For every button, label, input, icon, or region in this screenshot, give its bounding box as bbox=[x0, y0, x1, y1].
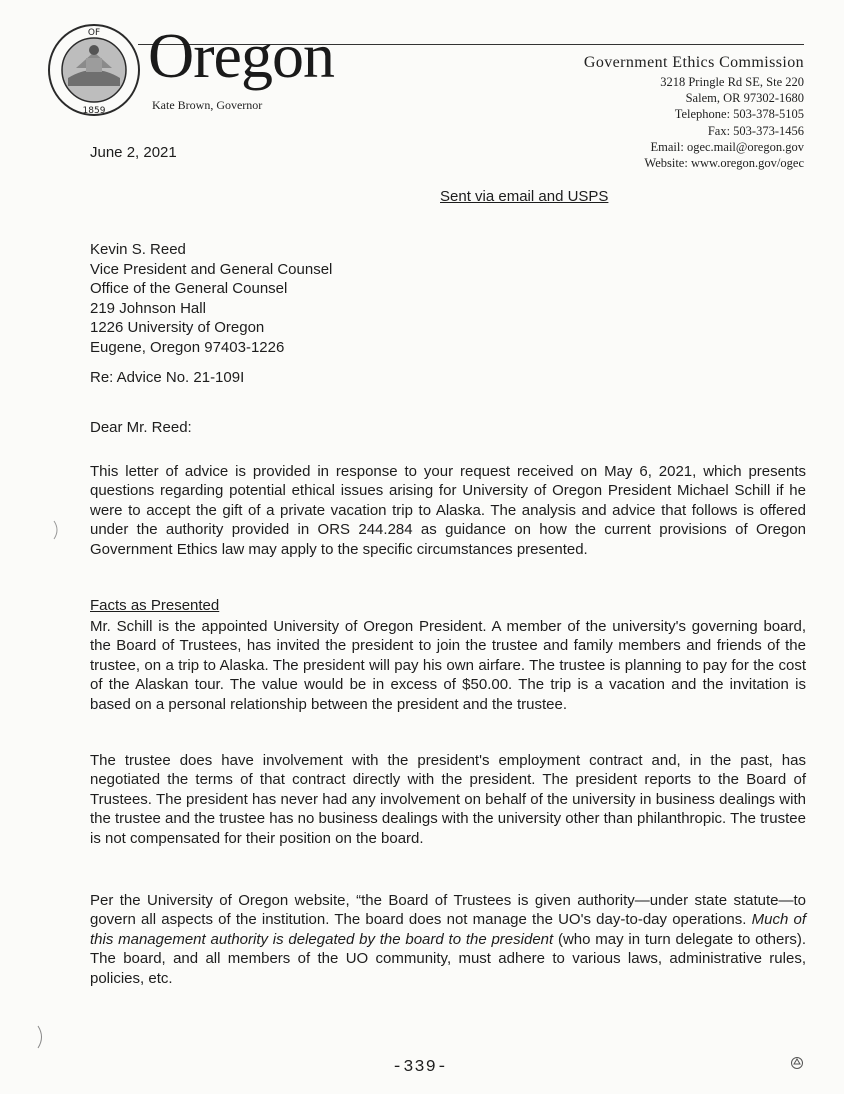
recipient-name: Kevin S. Reed bbox=[90, 241, 186, 258]
involvement-paragraph: The trustee does have involvement with the president's employment contract and, in the past, has negotiated the terms of that contract directly with the president. The president reports to the Board of Trustees. The president has never had any involvement on behalf of the university in business dealings with the trustee and the trustee has no business dealings with the university other than philanthropic. The trustee is not compensated for their position on the board. bbox=[90, 752, 806, 847]
recipient-address bbox=[90, 240, 332, 357]
recipient-title: Vice President and General Counsel bbox=[90, 260, 333, 278]
scan-artifact-icon bbox=[36, 1025, 46, 1049]
agency-fax: Fax: 503-373-1456 bbox=[707, 123, 804, 138]
quote-italic-text: Much of this management authority is delegated by the board to the president bbox=[90, 911, 807, 948]
agency-website: Website: www.oregon.gov/ogec bbox=[644, 156, 804, 171]
oregon-logo: Oregon bbox=[148, 20, 334, 91]
agency-address-line: 3218 Pringle Rd SE, Ste 220 bbox=[660, 75, 804, 89]
recipient-building: 219 Johnson Hall bbox=[90, 299, 206, 317]
letter-date: June 2, 2021 bbox=[90, 144, 177, 161]
governor-name: Kate Brown, Governor bbox=[152, 98, 263, 112]
recycle-icon bbox=[790, 1056, 804, 1070]
oregon-state-seal bbox=[46, 22, 142, 118]
recipient-office: Office of the General Counsel bbox=[90, 280, 288, 297]
salutation: Dear Mr. Reed: bbox=[90, 419, 192, 436]
svg-text:1859: 1859 bbox=[82, 106, 106, 116]
page-number: -339- bbox=[392, 1058, 449, 1077]
intro-paragraph: This letter of advice is provided in response to your request received on May 6, 2021, which presents questions regarding potential ethical issues arising for University of Oregon President Michael Schill if he were to accept the gift of a private vacation trip to Alaska. The analysis and advice that follows is offered under the authority provided in ORS 244.284 as guidance on how the current provisions of Oregon Government Ethics law may apply to the specific circumstances presented. bbox=[90, 463, 806, 558]
scan-artifact-icon bbox=[52, 520, 62, 540]
agency-contact-block bbox=[584, 54, 804, 171]
recipient-city: Eugene, Oregon 97403-1226 bbox=[90, 338, 285, 356]
facts-heading: Facts as Presented bbox=[90, 597, 220, 614]
website-quote-paragraph bbox=[90, 891, 806, 988]
recipient-street: 1226 University of Oregon bbox=[90, 319, 265, 336]
quote-text-end: (who may in turn delegate to others). The board, and all members of the UO community, must adhere to various laws, administrative rules, policies, etc. bbox=[90, 930, 806, 987]
svg-text:OF: OF bbox=[87, 28, 101, 38]
agency-telephone: Telephone: 503-378-5105 bbox=[674, 107, 804, 122]
agency-city-line: Salem, OR 97302-1680 bbox=[685, 91, 804, 106]
delivery-method: Sent via email and USPS bbox=[440, 188, 609, 205]
agency-email: Email: ogec.mail@oregon.gov bbox=[650, 139, 804, 154]
subject-line: Re: Advice No. 21-109I bbox=[90, 369, 245, 386]
quote-text: Per the University of Oregon website, “the Board of Trustees is given authority—under state statute—to govern all aspects of the institution. The board does not manage the UO's day-to-day operations. bbox=[90, 892, 806, 929]
agency-name: Government Ethics Commission bbox=[583, 54, 804, 71]
facts-paragraph: Mr. Schill is the appointed University of Oregon President. A member of the university's governing board, the Board of Trustees, has invited the president to join the trustee and family members and friends of the trustee, on a trip to Alaska. The president will pay his own airfare. The trustee is planning to pay for the cost of the Alaskan tour. The value would be in excess of $50.00. The trip is a vacation and the invitation is based on a personal relationship between the president and the trustee. bbox=[90, 618, 806, 713]
